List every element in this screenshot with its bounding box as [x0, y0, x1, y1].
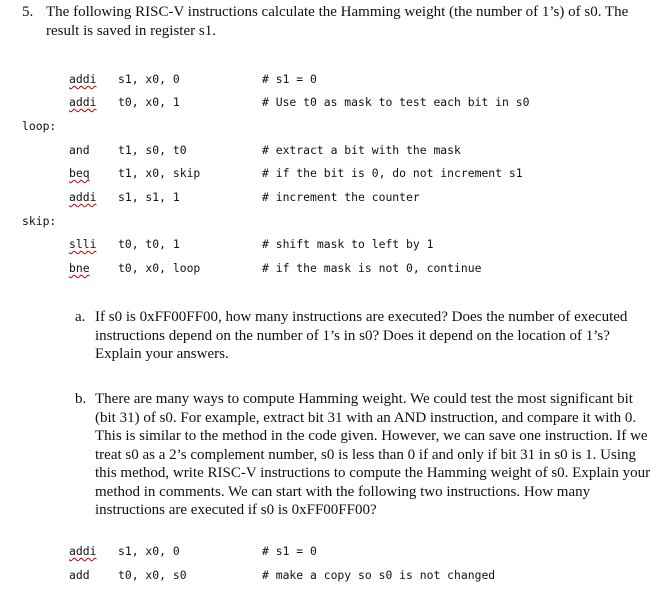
part-b-text: There are many ways to compute Hamming weight. We could test the most significant bit (bit 31) of s0. For example, extract bit 31 with an AND instruction, and compare it with 0. This is similar to the method in the code given. However, we can save one instruction. If we treat s0 as a 2’s complement number, s0 is less than 0 if and only if bit 31 in s0 is 1. Using this method, write RISC-V instructions to compute the Hamming weight of s0. Explain your method in comments. We can start with the following two instructions. How many instructions are executed if s0 is 0xFF00FF00? — [95, 391, 651, 518]
code-operands: s1, s1, 1 — [118, 190, 180, 204]
code-comment: # make a copy so s0 is not changed — [262, 568, 496, 582]
code-comment: # shift mask to left by 1 — [262, 237, 434, 251]
part-a-label: a. — [75, 309, 86, 325]
code-line — [0, 190, 666, 206]
code-line — [0, 72, 666, 88]
code-operands: t0, x0, loop — [118, 261, 201, 275]
code-opcode: and — [69, 143, 90, 157]
code-operands: s1, x0, 0 — [118, 544, 180, 558]
code-line — [0, 95, 666, 111]
code-opcode: slli — [69, 237, 97, 251]
code-line — [0, 261, 666, 277]
code-comment: # s1 = 0 — [262, 544, 317, 558]
label-loop: loop: — [22, 119, 57, 133]
label-skip: skip: — [22, 214, 57, 228]
code-comment: # s1 = 0 — [262, 72, 317, 86]
code-line — [0, 568, 666, 584]
code-comment: # if the bit is 0, do not increment s1 — [262, 166, 523, 180]
code-comment: # Use t0 as mask to test each bit in s0 — [262, 95, 530, 109]
part-a-text: If s0 is 0xFF00FF00, how many instructions are executed? Does the number of executed instructions depend on the number of 1’s in s0? Does it depend on the location of 1’s? Explain your answers. — [95, 309, 628, 362]
code-operands: t0, t0, 1 — [118, 237, 180, 251]
code-opcode: addi — [69, 95, 97, 109]
code-operands: s1, x0, 0 — [118, 72, 180, 86]
code-operands: t1, x0, skip — [118, 166, 201, 180]
code-operands: t0, x0, 1 — [118, 95, 180, 109]
code-opcode: add — [69, 568, 90, 582]
code-opcode: addi — [69, 544, 97, 558]
code-operands: t1, s0, t0 — [118, 143, 187, 157]
code-line — [0, 166, 666, 182]
question-text: The following RISC-V instructions calculate the Hamming weight (the number of 1’s) of s0. The result is saved in register s1. — [46, 4, 629, 39]
code-opcode: addi — [69, 72, 97, 86]
question-number: 5. — [22, 4, 34, 20]
code-opcode: bne — [69, 261, 90, 275]
code-line — [0, 143, 666, 159]
part-b-label: b. — [75, 391, 87, 407]
code-comment: # if the mask is not 0, continue — [262, 261, 482, 275]
code-operands: t0, x0, s0 — [118, 568, 187, 582]
code-comment: # increment the counter — [262, 190, 420, 204]
code-line — [0, 237, 666, 253]
code-opcode: addi — [69, 190, 97, 204]
code-line — [0, 544, 666, 560]
code-opcode: beq — [69, 166, 90, 180]
code-comment: # extract a bit with the mask — [262, 143, 461, 157]
